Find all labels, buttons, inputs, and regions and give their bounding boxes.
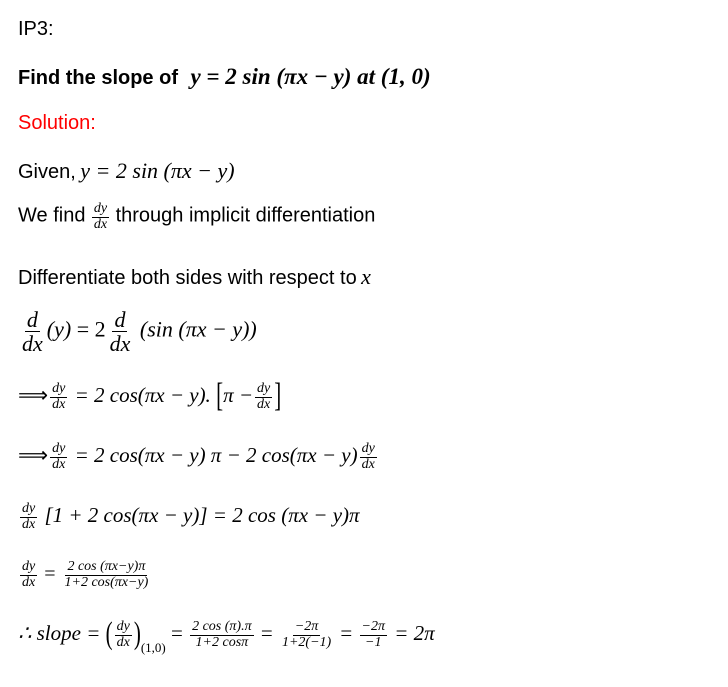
step-1-lhs: (y) — [46, 316, 72, 342]
given-expression: y = 2 sin (πx − y) — [80, 158, 235, 183]
step-4-dy: dy — [22, 501, 36, 516]
step-6-eq1: = — [171, 621, 183, 645]
find-prefix: We find — [18, 204, 86, 227]
step-6-eq3: = — [340, 621, 353, 645]
step-6-eq2: = — [260, 621, 273, 645]
find-suffix: through implicit differentiation — [115, 204, 376, 227]
differentiate-var: x — [361, 264, 371, 289]
step-2-dy: dy — [52, 381, 66, 396]
question-line — [18, 64, 431, 90]
step-2-dydx-2 — [255, 382, 272, 412]
step-3-dy-2: dy — [361, 441, 375, 456]
step-2-mid: = 2 cos(πx − y). — [74, 383, 211, 407]
step-3-dx-2: dx — [361, 456, 375, 472]
step-6-f1-num: 2 cos (π).π — [192, 619, 252, 634]
step-3-dydx — [50, 442, 67, 472]
step-6-f3-den: −1 — [365, 634, 382, 650]
step-4-rest: [1 + 2 cos(πx − y)] = 2 cos (πx − y)π — [44, 503, 360, 527]
step-3-mid: = 2 cos(πx − y) π − 2 cos(πx − y) — [74, 443, 358, 467]
step-2-dydx — [50, 382, 67, 412]
question-prefix: Find the slope of — [18, 67, 178, 89]
step-2-open-bracket: [ — [216, 375, 224, 414]
step-5-dx: dx — [22, 574, 36, 590]
step-4-dydx — [20, 502, 37, 532]
step-3-dydx-2 — [360, 442, 377, 472]
step-6-open-paren: ( — [105, 614, 113, 651]
step-1-d-dx — [20, 308, 45, 355]
step-1-eq: = 2 — [76, 316, 106, 342]
step-5-num: 2 cos (πx−y)π — [67, 559, 146, 574]
step-1-d-num-rhs: d — [114, 307, 126, 332]
step-2-pi: π − — [223, 383, 254, 407]
step-6-result: = 2π — [394, 621, 435, 645]
step-1-d-den-rhs: dx — [109, 331, 131, 357]
step-6-f2-den: 1+2(−1) — [281, 634, 332, 650]
heading: IP3: — [18, 18, 54, 40]
step-1-d-num: d — [26, 307, 38, 332]
find-derivative-den: dx — [93, 216, 108, 232]
differentiate-text: Differentiate both sides with respect to — [18, 267, 357, 289]
implies-arrow-icon: ⟹ — [18, 443, 49, 467]
implies-arrow-icon: ⟹ — [18, 383, 49, 407]
step-6-dx: dx — [116, 634, 130, 650]
step-6-f3-num: −2π — [361, 619, 385, 634]
step-6-dydx — [115, 620, 132, 650]
step-2 — [18, 375, 282, 414]
differentiate-line — [18, 264, 371, 290]
step-6-fraction-1 — [190, 620, 254, 650]
step-6 — [18, 614, 435, 656]
given-prefix: Given, — [18, 161, 76, 183]
step-5-eq: = — [44, 562, 56, 585]
step-1-rhs: (sin (πx − y)) — [139, 316, 257, 342]
step-1 — [18, 308, 257, 355]
step-3 — [18, 442, 379, 472]
step-1-d-den: dx — [22, 331, 43, 357]
step-6-f2-num: −2π — [294, 619, 319, 634]
step-6-therefore: ∴ slope = — [18, 621, 101, 645]
find-derivative-num: dy — [93, 201, 108, 216]
step-2-dx-2: dx — [257, 396, 271, 412]
step-2-dx: dx — [52, 396, 66, 412]
solution-label: Solution: — [18, 112, 96, 134]
question-expression: y = 2 sin (πx − y) at (1, 0) — [190, 64, 431, 89]
step-6-fraction-3 — [360, 620, 387, 650]
step-1-d-dx-rhs — [108, 308, 133, 355]
step-6-close-paren: ) — [133, 614, 141, 651]
step-5-dy: dy — [22, 559, 36, 574]
step-4 — [18, 502, 360, 532]
find-line — [18, 202, 375, 232]
step-2-dy-2: dy — [257, 381, 271, 396]
step-5-dydx — [20, 560, 37, 590]
find-derivative — [92, 202, 109, 232]
step-6-f1-den: 1+2 cosπ — [195, 634, 249, 650]
step-4-dx: dx — [22, 516, 36, 532]
step-3-dx: dx — [52, 456, 66, 472]
given-line — [18, 158, 235, 184]
step-6-fraction-2 — [280, 620, 333, 650]
step-5-fraction — [63, 560, 151, 590]
step-5-den: 1+2 cos(πx−y) — [64, 574, 149, 590]
step-6-point: (1,0) — [140, 640, 166, 655]
step-5 — [18, 560, 152, 590]
step-3-dy: dy — [52, 441, 66, 456]
step-2-close-bracket: ] — [274, 375, 282, 414]
step-6-dy: dy — [116, 619, 130, 634]
